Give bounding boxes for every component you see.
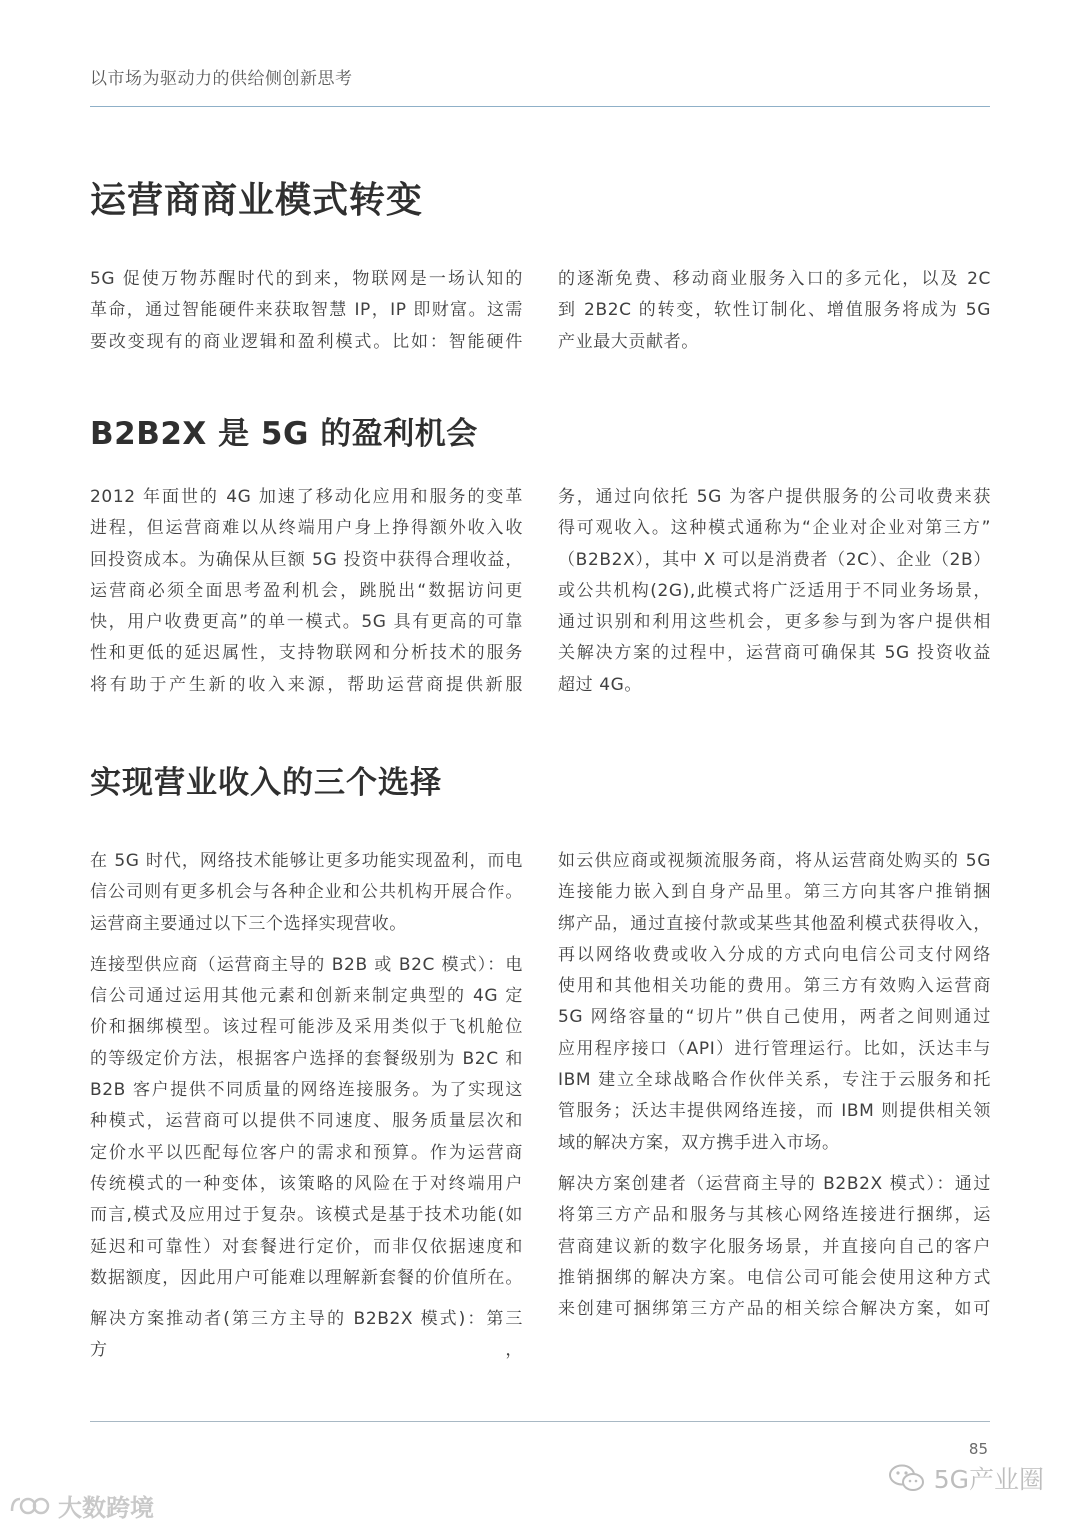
body-line: 5G 网络容量的“切片”供自己使用，两者之间则通过 (558, 1007, 991, 1028)
body-line: 管服务；沃达丰提供网络连接，而 IBM 则提供相关领 (558, 1101, 991, 1122)
body-line: 运营商主要通过以下三个选择实现营收。 (90, 913, 407, 934)
body-line: 种模式，运营商可以提供不同速度、服务质量层次和 (90, 1111, 523, 1132)
body-line: 的逐渐免费、移动商业服务入口的多元化，以及 2C (558, 269, 991, 289)
body-line: 关解决方案的过程中，运营商可确保其 5G 投资收益 (558, 643, 991, 664)
body-line: 解决方案推动者(第三方主导的 B2B2X 模式)：第三方， (90, 1309, 523, 1361)
body-line: 产业最大贡献者。 (558, 331, 699, 352)
section-2-right-column (558, 482, 991, 701)
body-line: 传统模式的一种变体，该策略的风险在于对终端用户 (90, 1173, 523, 1194)
body-line: 连接能力嵌入到自身产品里。第三方向其客户推销捆 (558, 882, 991, 903)
section-3-left-column (90, 846, 523, 1367)
section-3-right-column (558, 846, 991, 1325)
body-line: （B2B2X），其中 X 可以是消费者（2C）、企业（2B） (558, 549, 991, 570)
body-line: 快，用户收费更高”的单一模式。5G 具有更高的可靠 (90, 612, 523, 633)
body-line: 的等级定价方法，根据客户选择的套餐级别为 B2C 和 (90, 1048, 523, 1069)
body-line: 务，通过向依托 5G 为客户提供服务的公司收费来获 (558, 487, 991, 507)
body-line: IBM 建立全球战略合作伙伴关系，专注于云服务和托 (558, 1070, 991, 1091)
body-line: 推销捆绑的解决方案。电信公司可能会使用这种方式 (558, 1267, 991, 1288)
body-line: 在 5G 时代，网络技术能够让更多功能实现盈利，而电 (90, 851, 523, 871)
body-line: 2012 年面世的 4G 加速了移动化应用和服务的变革 (90, 487, 523, 507)
page-number: 85 (968, 1440, 988, 1458)
body-line: 延迟和可靠性）对套餐进行定价，而非仅依据速度和 (90, 1236, 523, 1257)
logo-icon (8, 1493, 52, 1519)
body-line: B2B 客户提供不同质量的网络连接服务。为了实现这 (90, 1080, 523, 1101)
body-line: 如云供应商或视频流服务商，将从运营商处购买的 5G (558, 851, 991, 871)
body-line: 来创建可捆绑第三方产品的相关综合解决方案，如可 (558, 1299, 991, 1320)
running-header: 以市场为驱动力的供给侧创新思考 (90, 69, 353, 89)
body-line: 营商建议新的数字化服务场景，并直接向自己的客户 (558, 1236, 991, 1257)
body-line: 或公共机构(2G),此模式将广泛适用于不同业务场景， (558, 580, 991, 601)
body-line: 使用和其他相关功能的费用。第三方有效购入运营商 (558, 976, 991, 997)
section-title-three-choices: 实现营业收入的三个选择 (90, 765, 442, 801)
body-line: 解决方案创建者（运营商主导的 B2B2X 模式）：通过 (558, 1173, 991, 1194)
body-line: 绑产品，通过直接付款或某些其他盈利模式获得收入， (558, 913, 991, 934)
body-line: 数据额度，因此用户可能难以理解新套餐的价值所在。 (90, 1267, 523, 1288)
body-line: 而言,模式及应用过于复杂。该模式是基于技术功能(如 (90, 1205, 523, 1226)
section-2-left-column (90, 482, 523, 701)
wechat-icon (888, 1463, 926, 1493)
watermark-text: 大数跨境 (58, 1494, 154, 1522)
body-line: 回投资成本。为确保从巨额 5G 投资中获得合理收益， (90, 549, 523, 570)
body-line: 通过识别和利用这些机会，更多参与到为客户提供相 (558, 612, 991, 633)
watermark-5g-industry (888, 1460, 1044, 1496)
body-line: 连接型供应商（运营商主导的 B2B 或 B2C 模式）：电 (90, 954, 523, 975)
body-line: 域的解决方案，双方携手进入市场。 (558, 1132, 840, 1153)
body-line: 到 2B2C 的转变，软性订制化、增值服务将成为 5G (558, 300, 991, 321)
body-line: 进程，但运营商难以从终端用户身上挣得额外收入收 (90, 518, 523, 539)
watermark-dashu-kuajing (8, 1488, 154, 1523)
footer-divider (90, 1421, 990, 1422)
body-line: 信公司则有更多机会与各种企业和公共机构开展合作。 (90, 882, 523, 903)
body-line: 得可观收入。这种模式通称为“企业对企业对第三方” (558, 518, 991, 539)
watermark-text: 5G产业圈 (933, 1465, 1044, 1494)
body-line: 性和更低的延迟属性，支持物联网和分析技术的服务 (90, 643, 523, 664)
body-line: 要改变现有的商业逻辑和盈利模式。比如：智能硬件 (90, 331, 523, 352)
body-line: 运营商必须全面思考盈利机会，跳脱出“数据访问更 (90, 580, 523, 601)
section-1-right-column (558, 264, 991, 358)
section-1-left-column (90, 264, 523, 358)
body-line: 将有助于产生新的收入来源，帮助运营商提供新服 (90, 674, 523, 695)
body-line: 超过 4G。 (558, 674, 642, 695)
body-line: 定价水平以匹配每位客户的需求和预算。作为运营商 (90, 1142, 523, 1163)
section-title-b2b2x: B2B2X 是 5G 的盈利机会 (90, 416, 478, 452)
body-line: 5G 促使万物苏醒时代的到来，物联网是一场认知的 (90, 269, 523, 289)
body-line: 应用程序接口（API）进行管理运行。比如，沃达丰与 (558, 1038, 991, 1059)
body-line: 信公司通过运用其他元素和创新来制定典型的 4G 定 (90, 986, 523, 1007)
body-line: 革命，通过智能硬件来获取智慧 IP，IP 即财富。这需 (90, 300, 523, 321)
header-divider (90, 106, 990, 107)
section-title-business-model: 运营商商业模式转变 (90, 180, 424, 221)
body-line: 价和捆绑模型。该过程可能涉及采用类似于飞机舱位 (90, 1017, 523, 1038)
body-line: 将第三方产品和服务与其核心网络连接进行捆绑，运 (558, 1205, 991, 1226)
body-line: 再以网络收费或收入分成的方式向电信公司支付网络 (558, 944, 991, 965)
